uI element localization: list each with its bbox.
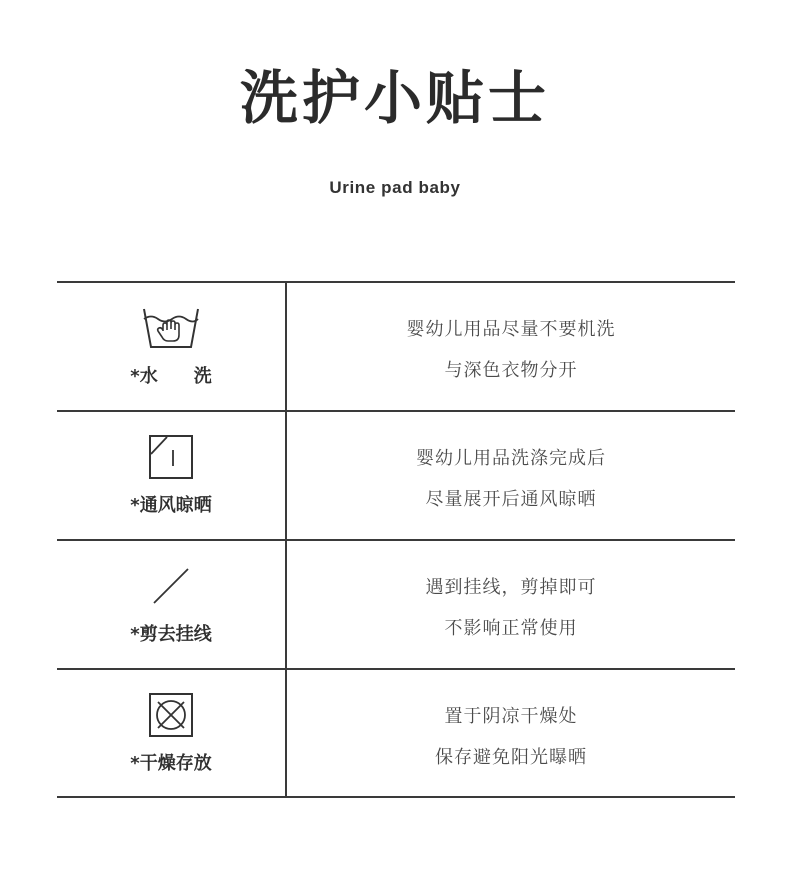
care-icon-cell xyxy=(57,541,287,668)
table-row xyxy=(57,283,735,412)
subtitle: Urine pad baby xyxy=(329,178,461,197)
description-line: 置于阴凉干燥处 xyxy=(444,706,578,727)
cut-thread-icon xyxy=(148,563,194,609)
description-line: 不影响正常使用 xyxy=(444,618,578,639)
care-icon-cell xyxy=(57,670,287,796)
care-description-cell xyxy=(287,412,735,539)
description-line: 遇到挂线，剪掉即可 xyxy=(425,577,597,598)
care-instructions-table xyxy=(57,281,735,793)
table-row xyxy=(57,670,735,798)
description-line: 与深色衣物分开 xyxy=(444,360,578,381)
care-label: *水 洗 xyxy=(130,366,212,387)
description-line: 婴幼儿用品尽量不要机洗 xyxy=(406,319,616,340)
description-line: 尽量展开后通风晾晒 xyxy=(425,489,597,510)
description-line: 婴幼儿用品洗涤完成后 xyxy=(416,448,606,469)
care-label: *通风晾晒 xyxy=(130,495,212,516)
care-icon-cell xyxy=(57,412,287,539)
hand-wash-icon xyxy=(141,305,201,353)
do-not-tumble-dry-icon xyxy=(148,692,194,738)
care-label: *干燥存放 xyxy=(130,753,212,774)
care-label: *剪去挂线 xyxy=(130,624,212,645)
table-row xyxy=(57,541,735,670)
care-description-cell xyxy=(287,670,735,796)
care-description-cell xyxy=(287,283,735,410)
care-icon-cell xyxy=(57,283,287,410)
care-description-cell xyxy=(287,541,735,668)
line-dry-shade-icon xyxy=(148,434,194,480)
description-line: 保存避免阳光曝晒 xyxy=(435,747,587,768)
page-title: 洗护小贴士 xyxy=(239,64,550,132)
table-row xyxy=(57,412,735,541)
